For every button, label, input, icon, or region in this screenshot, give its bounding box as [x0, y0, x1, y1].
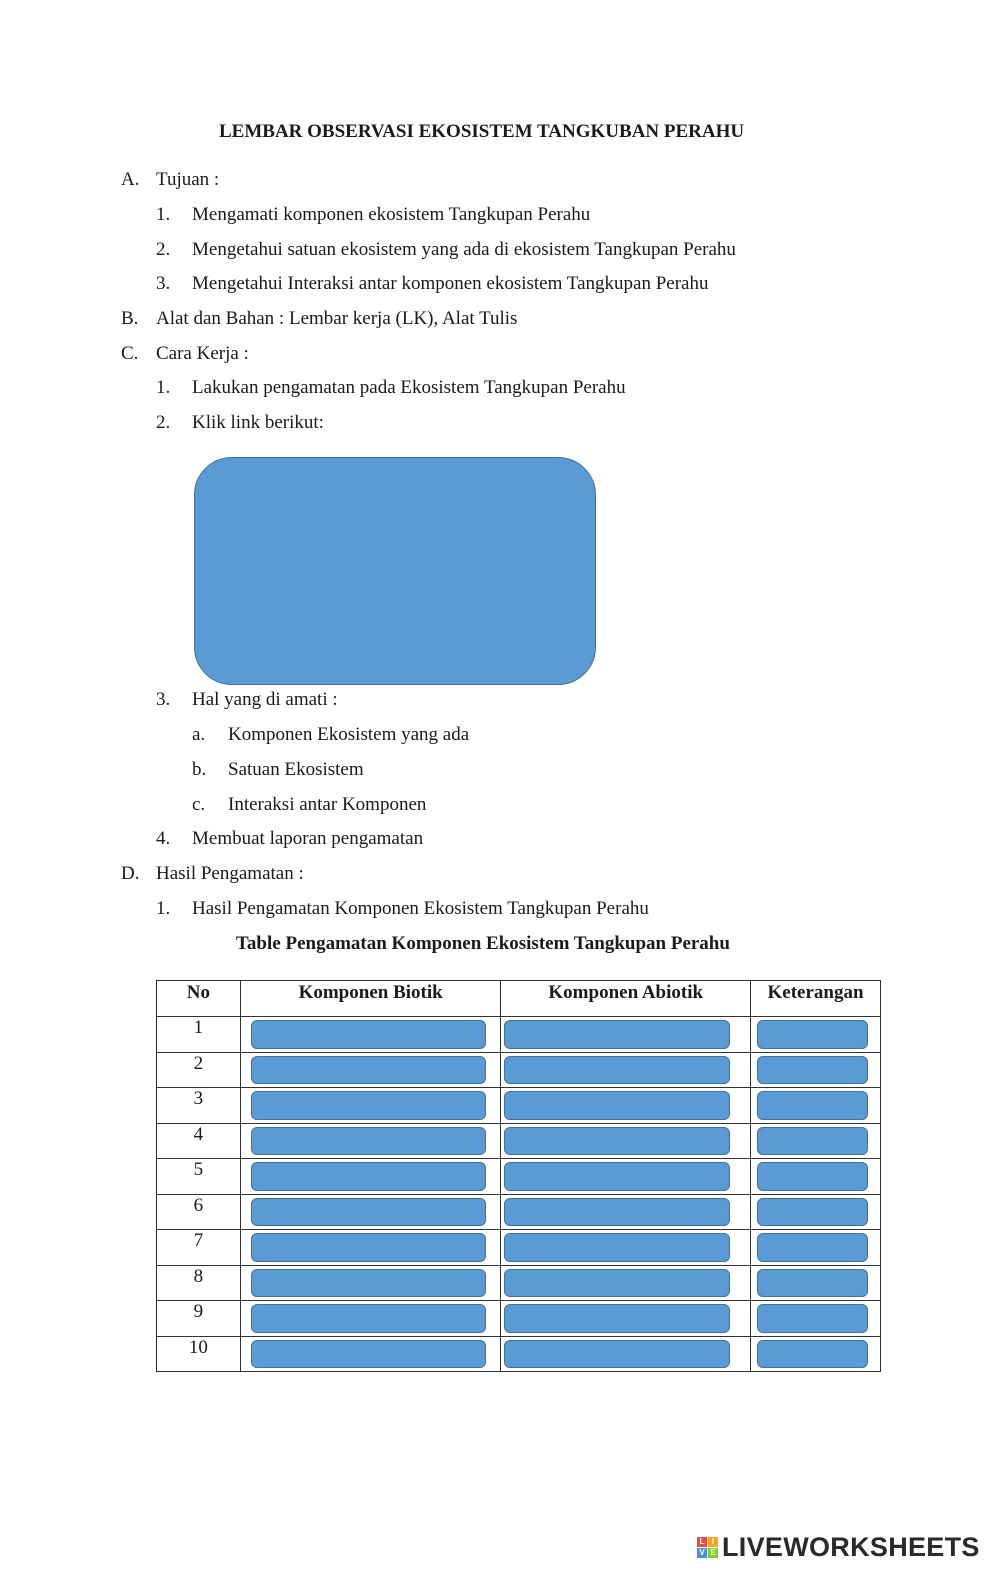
table-cell — [751, 1052, 881, 1088]
table-cell — [240, 1194, 501, 1230]
section-b-marker: B. — [121, 308, 139, 329]
biotik-answer-field[interactable] — [251, 1198, 487, 1227]
table-row — [157, 1052, 881, 1088]
table-cell — [501, 1017, 751, 1053]
keterangan-answer-field[interactable] — [757, 1233, 868, 1262]
logo-letter: I — [708, 1537, 718, 1547]
table-cell — [501, 1301, 751, 1337]
biotik-answer-field[interactable] — [251, 1340, 487, 1369]
table-cell — [501, 1088, 751, 1124]
row-number: 8 — [157, 1265, 241, 1301]
table-cell — [751, 1123, 881, 1159]
list-item-number: 1. — [156, 377, 171, 398]
logo-letter: E — [708, 1548, 718, 1558]
list-item: Klik link berikut: — [192, 412, 324, 433]
keterangan-answer-field[interactable] — [757, 1091, 868, 1120]
table-cell — [751, 1017, 881, 1053]
table-cell — [501, 1336, 751, 1372]
table-row — [157, 1017, 881, 1053]
list-item-number: 1. — [156, 204, 171, 225]
table-cell — [751, 1301, 881, 1337]
row-number: 2 — [157, 1052, 241, 1088]
section-d-marker: D. — [121, 863, 140, 884]
biotik-answer-field[interactable] — [251, 1233, 487, 1262]
table-cell — [240, 1265, 501, 1301]
table-cell — [751, 1230, 881, 1266]
abiotik-answer-field[interactable] — [504, 1233, 730, 1262]
row-number: 1 — [157, 1017, 241, 1053]
table-cell — [501, 1052, 751, 1088]
biotik-answer-field[interactable] — [251, 1091, 487, 1120]
keterangan-answer-field[interactable] — [757, 1020, 868, 1049]
table-row — [157, 1194, 881, 1230]
table-cell — [501, 1230, 751, 1266]
list-item-number: 4. — [156, 828, 171, 849]
abiotik-answer-field[interactable] — [504, 1198, 730, 1227]
keterangan-answer-field[interactable] — [757, 1056, 868, 1085]
table-cell — [501, 1194, 751, 1230]
list-item: Mengamati komponen ekosistem Tangkupan Perahu — [192, 204, 591, 225]
biotik-answer-field[interactable] — [251, 1020, 487, 1049]
list-item-number: 3. — [156, 689, 171, 710]
list-item-number: 2. — [156, 412, 171, 433]
list-item: Mengetahui satuan ekosistem yang ada di ekosistem Tangkupan Perahu — [192, 239, 736, 260]
table-cell — [751, 1088, 881, 1124]
section-a-marker: A. — [121, 169, 140, 190]
table-caption: Table Pengamatan Komponen Ekosistem Tangkupan Perahu — [236, 933, 730, 954]
keterangan-answer-field[interactable] — [757, 1340, 868, 1369]
logo-text: LIVEWORKSHEETS — [722, 1532, 980, 1562]
header-abiotik: Komponen Abiotik — [501, 981, 751, 1017]
logo-mark — [697, 1537, 718, 1558]
table-row — [157, 1123, 881, 1159]
list-item-number: 3. — [156, 273, 171, 294]
row-number: 6 — [157, 1194, 241, 1230]
list-item: Membuat laporan pengamatan — [192, 828, 424, 849]
list-item: Mengetahui Interaksi antar komponen ekosistem Tangkupan Perahu — [192, 273, 709, 294]
table-cell — [240, 1159, 501, 1195]
biotik-answer-field[interactable] — [251, 1056, 487, 1085]
abiotik-answer-field[interactable] — [504, 1340, 730, 1369]
table-body — [157, 1017, 881, 1372]
sub-item-letter: c. — [192, 794, 206, 815]
table-cell — [501, 1159, 751, 1195]
section-c-marker: C. — [121, 343, 139, 364]
keterangan-answer-field[interactable] — [757, 1269, 868, 1298]
biotik-answer-field[interactable] — [251, 1127, 487, 1156]
table-row — [157, 1088, 881, 1124]
logo-letter: V — [697, 1548, 707, 1558]
keterangan-answer-field[interactable] — [757, 1127, 868, 1156]
row-number: 4 — [157, 1123, 241, 1159]
table-cell — [240, 1052, 501, 1088]
table-header-row — [157, 981, 881, 1017]
table-row — [157, 1301, 881, 1337]
table-cell — [240, 1123, 501, 1159]
table-cell — [240, 1017, 501, 1053]
row-number: 7 — [157, 1230, 241, 1266]
table-cell — [240, 1088, 501, 1124]
list-item: Hal yang di amati : — [192, 689, 338, 710]
abiotik-answer-field[interactable] — [504, 1091, 730, 1120]
section-d-label: Hasil Pengamatan : — [156, 863, 304, 884]
sub-item-letter: a. — [192, 724, 206, 745]
biotik-answer-field[interactable] — [251, 1162, 487, 1191]
observation-table — [156, 980, 881, 1372]
list-item: Lakukan pengamatan pada Ekosistem Tangkupan Perahu — [192, 377, 626, 398]
header-keterangan: Keterangan — [751, 981, 881, 1017]
header-no: No — [157, 981, 241, 1017]
table-row — [157, 1265, 881, 1301]
sub-item: Interaksi antar Komponen — [228, 794, 427, 815]
table-cell — [240, 1301, 501, 1337]
table-cell — [751, 1194, 881, 1230]
sub-item-letter: b. — [192, 759, 207, 780]
table-row — [157, 1336, 881, 1372]
sub-item: Satuan Ekosistem — [228, 759, 364, 780]
table-cell — [751, 1159, 881, 1195]
table-cell — [751, 1336, 881, 1372]
header-biotik: Komponen Biotik — [240, 981, 501, 1017]
table-cell — [501, 1265, 751, 1301]
section-c-label: Cara Kerja : — [156, 343, 249, 364]
table-row — [157, 1230, 881, 1266]
list-item-number: 1. — [156, 898, 171, 919]
abiotik-answer-field[interactable] — [504, 1304, 730, 1333]
liveworksheets-logo — [697, 1532, 980, 1563]
sub-item: Komponen Ekosistem yang ada — [228, 724, 470, 745]
list-item-number: 2. — [156, 239, 171, 260]
row-number: 9 — [157, 1301, 241, 1337]
link-answer-box[interactable] — [194, 457, 596, 685]
abiotik-answer-field[interactable] — [504, 1020, 730, 1049]
abiotik-answer-field[interactable] — [504, 1162, 730, 1191]
logo-letter: L — [697, 1537, 707, 1547]
list-item: Hasil Pengamatan Komponen Ekosistem Tangkupan Perahu — [192, 898, 649, 919]
biotik-answer-field[interactable] — [251, 1269, 487, 1298]
abiotik-answer-field[interactable] — [504, 1056, 730, 1085]
table-cell — [501, 1123, 751, 1159]
table-cell — [240, 1336, 501, 1372]
biotik-answer-field[interactable] — [251, 1304, 487, 1333]
keterangan-answer-field[interactable] — [757, 1198, 868, 1227]
table-row — [157, 1159, 881, 1195]
keterangan-answer-field[interactable] — [757, 1304, 868, 1333]
section-b-label: Alat dan Bahan : Lembar kerja (LK), Alat Tulis — [156, 308, 518, 329]
abiotik-answer-field[interactable] — [504, 1269, 730, 1298]
row-number: 5 — [157, 1159, 241, 1195]
page-title: LEMBAR OBSERVASI EKOSISTEM TANGKUBAN PERAHU — [219, 121, 745, 142]
section-a-label: Tujuan : — [156, 169, 220, 190]
row-number: 3 — [157, 1088, 241, 1124]
table-cell — [751, 1265, 881, 1301]
keterangan-answer-field[interactable] — [757, 1162, 868, 1191]
abiotik-answer-field[interactable] — [504, 1127, 730, 1156]
table-cell — [240, 1230, 501, 1266]
row-number: 10 — [157, 1336, 241, 1372]
